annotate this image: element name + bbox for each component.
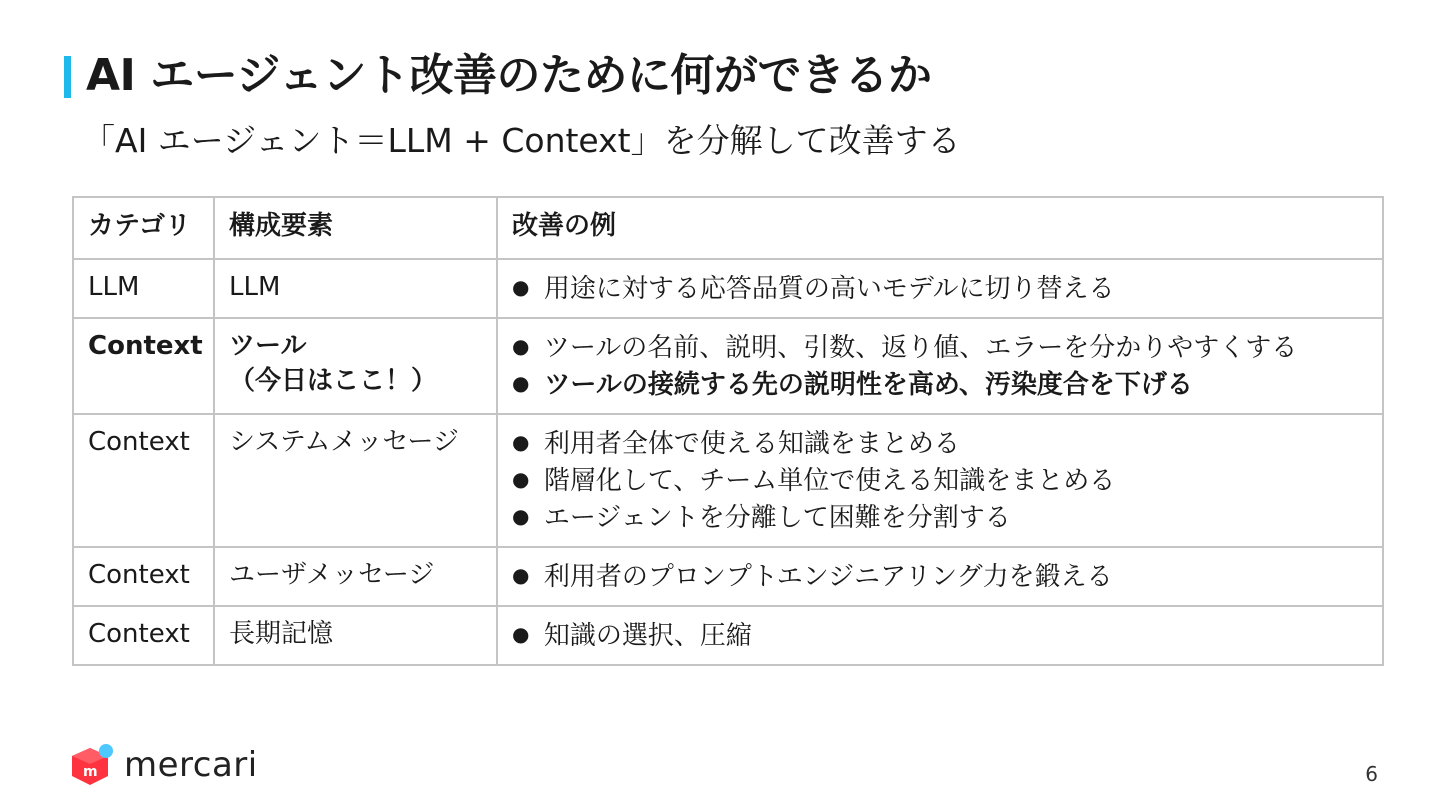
example-item: ● 知識の選択、圧縮 — [512, 617, 1368, 654]
examples-list — [512, 425, 1368, 536]
category-cell: Context — [73, 547, 214, 606]
category-cell: Context — [73, 318, 214, 414]
examples-cell — [497, 547, 1383, 606]
header-examples: 改善の例 — [497, 197, 1383, 259]
table-row — [73, 547, 1383, 606]
component-cell — [214, 318, 497, 414]
component-cell: 長期記憶 — [214, 606, 497, 665]
examples-list — [512, 617, 1368, 654]
improvement-table — [72, 196, 1384, 666]
examples-list — [512, 329, 1368, 403]
header-component: 構成要素 — [214, 197, 497, 259]
example-item: ● エージェントを分離して困難を分割する — [512, 499, 1368, 536]
mercari-box-icon — [70, 742, 116, 788]
page-title: AI エージェント改善のために何ができるか — [86, 50, 932, 101]
component-cell: LLM — [214, 259, 497, 318]
table-header-row — [73, 197, 1383, 259]
examples-cell — [497, 318, 1383, 414]
title-accent-bar — [64, 56, 71, 98]
examples-cell — [497, 259, 1383, 318]
component-cell: ユーザメッセージ — [214, 547, 497, 606]
page-number: 6 — [1365, 762, 1378, 786]
logo-wordmark: mercari — [124, 745, 258, 785]
examples-cell — [497, 606, 1383, 665]
example-item: ● 利用者全体で使える知識をまとめる — [512, 425, 1368, 462]
header-category: カテゴリ — [73, 197, 214, 259]
component-cell: システムメッセージ — [214, 414, 497, 547]
category-cell: Context — [73, 606, 214, 665]
table-row — [73, 606, 1383, 665]
example-item: ● 用途に対する応答品質の高いモデルに切り替える — [512, 270, 1368, 307]
mercari-logo — [70, 742, 258, 788]
table-row — [73, 259, 1383, 318]
table-row — [73, 318, 1383, 414]
example-item: ● 利用者のプロンプトエンジニアリング力を鍛える — [512, 558, 1368, 595]
examples-list — [512, 270, 1368, 307]
example-item: ● ツールの名前、説明、引数、返り値、エラーを分かりやすくする — [512, 329, 1368, 366]
category-cell: Context — [73, 414, 214, 547]
category-cell: LLM — [73, 259, 214, 318]
examples-list — [512, 558, 1368, 595]
page-subtitle: 「AI エージェント＝LLM + Context」を分解して改善する — [82, 121, 961, 160]
example-item-highlight: ● ツールの接続する先の説明性を高め、汚染度合を下げる — [512, 366, 1368, 403]
component-note: （今日はここ！） — [229, 366, 438, 396]
table-row — [73, 414, 1383, 547]
example-item: ● 階層化して、チーム単位で使える知識をまとめる — [512, 462, 1368, 499]
component-label: ツール — [229, 331, 307, 361]
logo-mark-letter: m — [83, 764, 98, 780]
examples-cell — [497, 414, 1383, 547]
